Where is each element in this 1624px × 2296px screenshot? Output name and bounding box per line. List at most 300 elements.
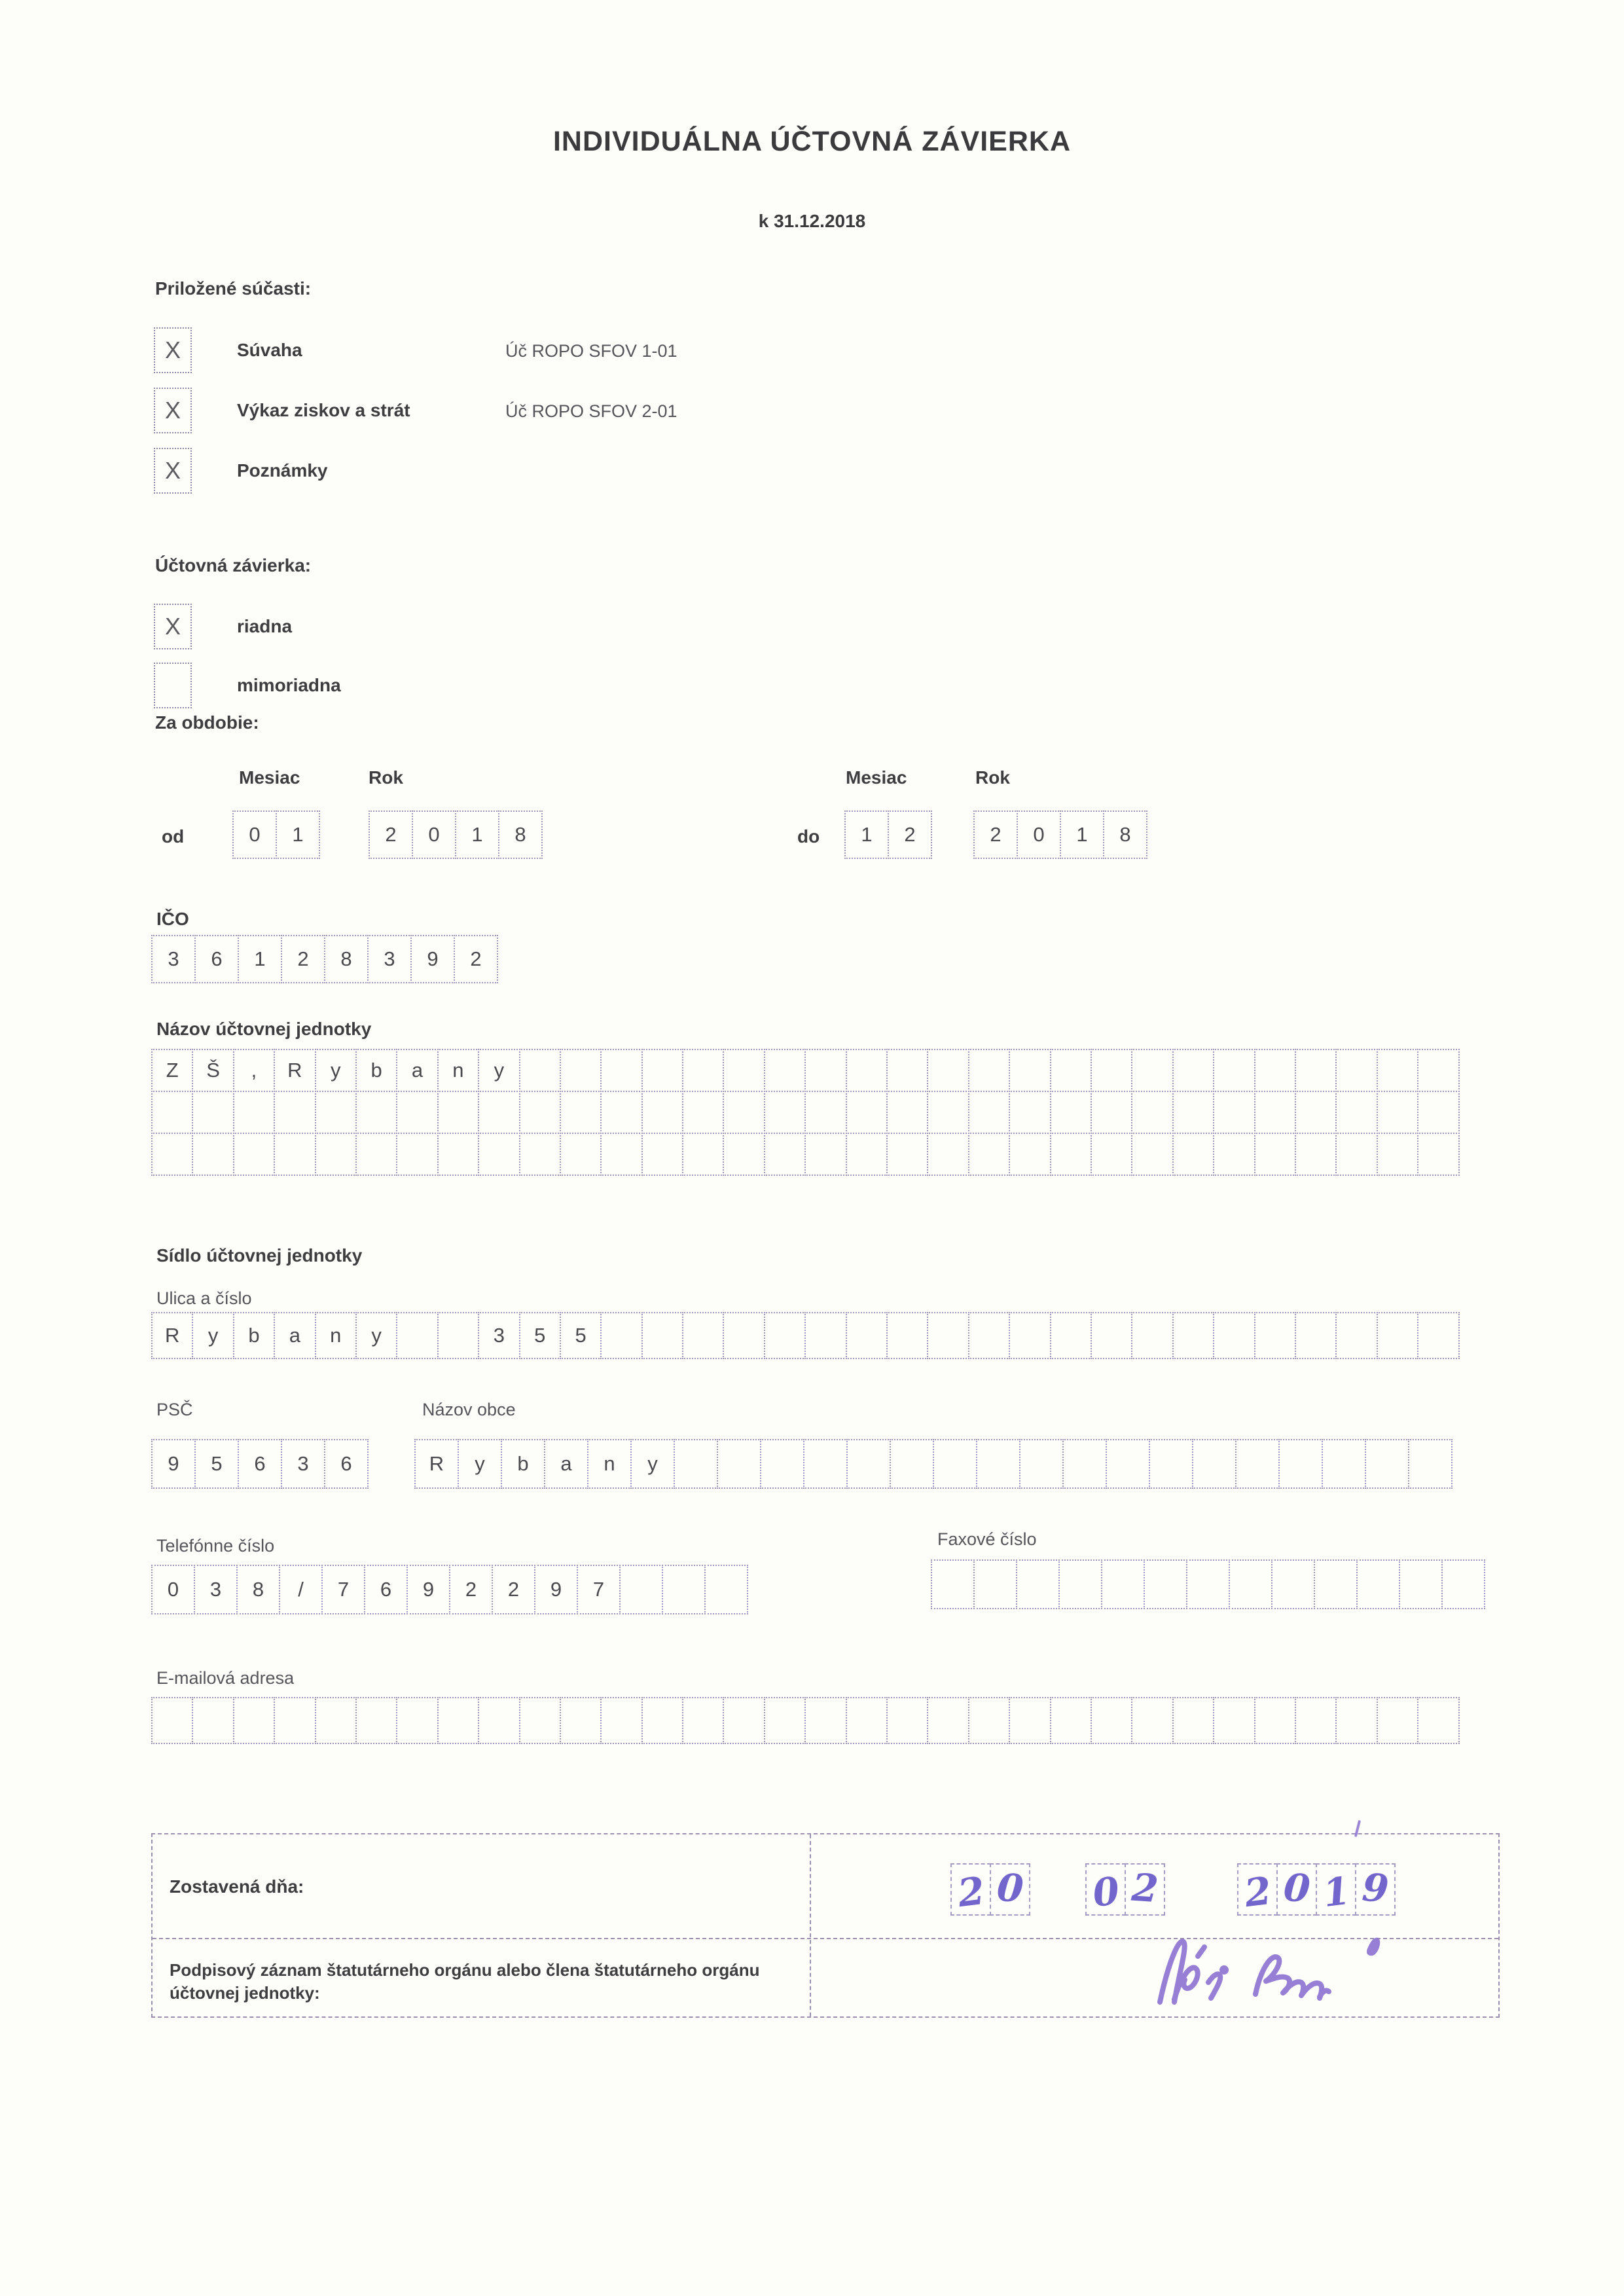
- grid-cell: [414, 1439, 459, 1489]
- grid-cell: [274, 1133, 316, 1176]
- grid-cell: [1377, 1697, 1418, 1744]
- grid-cell-char: 9: [168, 1452, 179, 1475]
- grid-cell-char: Z: [166, 1059, 179, 1082]
- grid-cell: [890, 1439, 934, 1489]
- grid-cell: [1316, 1863, 1356, 1916]
- grid-cell: [1172, 1697, 1214, 1744]
- grid-cell: [151, 1439, 196, 1489]
- grid-cell: [151, 935, 196, 983]
- grid-cell-char: 1: [861, 823, 873, 846]
- grid-cell-char: 3: [209, 1578, 222, 1601]
- grid-cell-char: 6: [211, 947, 223, 970]
- grid-cell: [630, 1439, 675, 1489]
- grid-cell: [364, 1565, 408, 1614]
- grid-cell: [396, 1312, 438, 1359]
- entity-name-grid: [151, 1049, 1460, 1176]
- grid-cell-char: a: [411, 1059, 424, 1082]
- grid-cell: [281, 935, 325, 983]
- grid-cell-char: 1: [471, 823, 483, 846]
- form-title: INDIVIDUÁLNA ÚČTOVNÁ ZÁVIERKA: [552, 126, 1072, 157]
- grid-cell: [151, 1091, 193, 1134]
- period-to-year-grid: [973, 811, 1147, 859]
- town-grid: [414, 1439, 1453, 1489]
- grid-cell-char: R: [165, 1324, 180, 1347]
- grid-cell: [1213, 1133, 1255, 1176]
- grid-cell: [233, 1049, 275, 1092]
- checkbox-suvaha: [154, 327, 192, 373]
- grid-cell-char: R: [287, 1059, 302, 1082]
- grid-cell: [194, 1565, 238, 1614]
- grid-cell: [1125, 1863, 1165, 1916]
- grid-cell-char: Š: [206, 1059, 220, 1082]
- grid-cell: [1417, 1091, 1459, 1134]
- grid-cell: [437, 1049, 479, 1092]
- grid-cell: [846, 1133, 888, 1176]
- grid-cell: [458, 1439, 502, 1489]
- grid-cell: [192, 1091, 234, 1134]
- grid-cell-char: 0: [1090, 1868, 1122, 1916]
- grid-cell: [492, 1565, 535, 1614]
- grid-cell: [315, 1049, 357, 1092]
- grid-cell: [1235, 1439, 1280, 1489]
- grid-cell: [886, 1312, 928, 1359]
- grid-cell: [804, 1312, 846, 1359]
- grid-cell: [315, 1091, 357, 1134]
- grid-cell: [1322, 1439, 1366, 1489]
- checkbox-mark: X: [164, 397, 181, 424]
- period-to-month-grid: [844, 811, 932, 859]
- grid-cell: [1091, 1049, 1132, 1092]
- grid-cell-char: y: [647, 1452, 658, 1475]
- grid-cell: [1417, 1312, 1459, 1359]
- grid-cell: [641, 1091, 683, 1134]
- grid-cell: [760, 1439, 804, 1489]
- grid-cell: [369, 811, 413, 859]
- grid-cell: [968, 1049, 1010, 1092]
- grid-cell: [274, 1049, 316, 1092]
- grid-cell-char: ,: [251, 1059, 257, 1082]
- grid-cell: [560, 1049, 602, 1092]
- grid-cell: [1377, 1091, 1418, 1134]
- grid-cell: [1050, 1697, 1092, 1744]
- form-subtitle: k 31.12.2018: [758, 211, 866, 231]
- grid-cell: [1271, 1559, 1315, 1609]
- grid-cell: [192, 1697, 234, 1744]
- grid-cell: [641, 1697, 683, 1744]
- grid-cell: [236, 1565, 280, 1614]
- grid-cell: [192, 1049, 234, 1092]
- phone-grid: [151, 1565, 748, 1614]
- grid-cell-char: 5: [575, 1324, 586, 1347]
- grid-cell: [764, 1049, 806, 1092]
- grid-cell: [846, 1312, 888, 1359]
- grid-cell: [1295, 1697, 1337, 1744]
- grid-cell: [1172, 1049, 1214, 1092]
- grid-cell-char: 8: [1119, 823, 1131, 846]
- grid-cell: [662, 1565, 706, 1614]
- grid-cell: [976, 1439, 1020, 1489]
- attached-code-vykaz: Úč ROPO SFOV 2-01: [505, 401, 677, 421]
- grid-cell: [1213, 1697, 1255, 1744]
- grid-cell: [973, 1559, 1017, 1609]
- grid-cell: [764, 1133, 806, 1176]
- grid-cell: [1408, 1439, 1453, 1489]
- grid-cell: [1019, 1439, 1064, 1489]
- grid-cell: [315, 1133, 357, 1176]
- prepared-date-label: Zostavená dňa:: [170, 1876, 304, 1897]
- grid-cell: [454, 935, 498, 983]
- grid-cell: [396, 1091, 438, 1134]
- grid-cell-char: 7: [337, 1578, 350, 1601]
- grid-cell: [764, 1091, 806, 1134]
- grid-cell-char: 2: [385, 823, 397, 846]
- grid-cell-char: 2: [465, 1578, 477, 1601]
- grid-cell-char: 9: [1360, 1865, 1390, 1912]
- grid-cell: [1295, 1133, 1337, 1176]
- grid-cell: [990, 1863, 1030, 1916]
- grid-cell: [498, 811, 543, 859]
- grid-cell: [1213, 1312, 1255, 1359]
- grid-cell-char: y: [208, 1324, 219, 1347]
- grid-cell: [804, 1049, 846, 1092]
- grid-cell: [682, 1091, 724, 1134]
- grid-cell: [1278, 1439, 1323, 1489]
- attached-label-suvaha: Súvaha: [237, 340, 302, 360]
- grid-cell: [1276, 1863, 1317, 1916]
- closure-label-riadna: riadna: [237, 616, 293, 636]
- grid-cell: [233, 1312, 275, 1359]
- period-from-year-grid: [369, 811, 543, 859]
- grid-cell: [723, 1697, 765, 1744]
- grid-cell-char: 3: [384, 947, 395, 970]
- grid-cell: [1172, 1091, 1214, 1134]
- grid-cell: [804, 1697, 846, 1744]
- grid-cell-char: 2: [904, 823, 916, 846]
- grid-cell-char: n: [330, 1324, 342, 1347]
- grid-cell-char: a: [289, 1324, 300, 1347]
- grid-cell: [1149, 1439, 1193, 1489]
- grid-cell: [412, 811, 456, 859]
- grid-cell: [927, 1133, 969, 1176]
- grid-cell: [324, 935, 369, 983]
- grid-cell: [1103, 811, 1147, 859]
- grid-cell: [1355, 1863, 1396, 1916]
- grid-cell: [717, 1439, 761, 1489]
- attached-label-poznamky: Poznámky: [237, 460, 328, 481]
- grid-cell: [519, 1133, 561, 1176]
- seat-heading: Sídlo účtovnej jednotky: [156, 1245, 363, 1266]
- fax-label: Faxové číslo: [937, 1529, 1037, 1549]
- grid-cell-char: 2: [470, 947, 482, 970]
- grid-cell: [519, 1697, 561, 1744]
- grid-cell: [192, 1312, 234, 1359]
- grid-cell-char: 0: [167, 1578, 179, 1601]
- grid-cell: [560, 1312, 602, 1359]
- grid-cell: [560, 1697, 602, 1744]
- fax-grid: [931, 1559, 1485, 1609]
- grid-cell: [534, 1565, 578, 1614]
- grid-cell: [886, 1697, 928, 1744]
- grid-cell: [1050, 1133, 1092, 1176]
- grid-cell-char: 0: [428, 823, 440, 846]
- grid-cell: [927, 1091, 969, 1134]
- checkbox-poznamky: [154, 448, 192, 494]
- grid-cell: [355, 1133, 397, 1176]
- attached-heading: Priložené súčasti:: [155, 278, 312, 299]
- grid-cell: [723, 1091, 765, 1134]
- grid-cell-char: 2: [507, 1578, 520, 1601]
- grid-cell-char: 3: [493, 1324, 505, 1347]
- grid-cell: [192, 1133, 234, 1176]
- grid-cell: [1229, 1559, 1272, 1609]
- grid-cell: [151, 1133, 193, 1176]
- grid-cell: [1295, 1312, 1337, 1359]
- grid-cell-char: n: [604, 1452, 615, 1475]
- grid-cell: [1295, 1091, 1337, 1134]
- grid-cell: [279, 1565, 323, 1614]
- grid-cell-char: 3: [168, 947, 179, 970]
- prepared-day-grid: [950, 1863, 1030, 1916]
- grid-cell: [410, 935, 455, 983]
- grid-cell: [355, 1091, 397, 1134]
- grid-cell: [151, 1049, 193, 1092]
- grid-cell: [968, 1697, 1010, 1744]
- grid-cell-char: 5: [211, 1452, 223, 1475]
- prepared-month-grid: [1085, 1863, 1165, 1916]
- grid-cell-char: 2: [955, 1868, 987, 1916]
- grid-cell-char: /: [298, 1578, 304, 1601]
- grid-cell-char: 0: [249, 823, 261, 846]
- grid-cell: [437, 1697, 479, 1744]
- grid-cell: [1050, 1049, 1092, 1092]
- grid-cell: [682, 1049, 724, 1092]
- checkbox-mark: X: [164, 457, 181, 484]
- attached-code-suvaha: Úč ROPO SFOV 1-01: [505, 341, 677, 361]
- grid-cell-char: 8: [340, 947, 352, 970]
- grid-cell: [764, 1312, 806, 1359]
- grid-cell-char: n: [452, 1059, 464, 1082]
- grid-cell-char: 6: [254, 1452, 266, 1475]
- grid-cell: [1213, 1049, 1255, 1092]
- entity-name-row-2: [151, 1091, 1460, 1134]
- grid-cell: [619, 1565, 663, 1614]
- town-label: Názov obce: [422, 1400, 516, 1419]
- grid-cell: [560, 1133, 602, 1176]
- grid-cell: [641, 1049, 683, 1092]
- grid-cell-char: 2: [1130, 1865, 1160, 1912]
- grid-cell-char: 2: [1242, 1868, 1274, 1916]
- grid-cell-char: 3: [297, 1452, 309, 1475]
- grid-cell: [1295, 1049, 1337, 1092]
- grid-cell: [1365, 1439, 1409, 1489]
- grid-cell: [355, 1049, 397, 1092]
- grid-cell: [1017, 811, 1061, 859]
- grid-cell: [1009, 1091, 1051, 1134]
- grid-cell: [704, 1565, 748, 1614]
- grid-cell: [478, 1049, 520, 1092]
- grid-cell: [600, 1697, 642, 1744]
- grid-cell: [1356, 1559, 1400, 1609]
- period-from-label: od: [162, 826, 185, 847]
- grid-cell-char: R: [429, 1452, 444, 1475]
- grid-cell: [600, 1133, 642, 1176]
- attached-label-vykaz: Výkaz ziskov a strát: [237, 400, 410, 420]
- ico-label: IČO: [156, 909, 189, 929]
- grid-cell: [274, 1697, 316, 1744]
- grid-cell: [950, 1863, 991, 1916]
- grid-cell: [682, 1133, 724, 1176]
- period-from-month-grid: [232, 811, 320, 859]
- grid-cell: [577, 1565, 621, 1614]
- entity-name-label: Názov účtovnej jednotky: [156, 1019, 372, 1039]
- grid-cell: [276, 811, 320, 859]
- psc-grid: [151, 1439, 369, 1489]
- grid-cell: [886, 1133, 928, 1176]
- grid-cell-char: 2: [297, 947, 309, 970]
- grid-cell: [1131, 1049, 1173, 1092]
- grid-cell-char: 0: [995, 1865, 1025, 1912]
- period-to-label: do: [797, 826, 820, 847]
- grid-cell: [194, 935, 239, 983]
- grid-cell: [1254, 1091, 1296, 1134]
- grid-cell: [1314, 1559, 1358, 1609]
- grid-cell: [1335, 1697, 1377, 1744]
- grid-cell: [641, 1133, 683, 1176]
- grid-cell: [1417, 1049, 1459, 1092]
- grid-cell: [1254, 1133, 1296, 1176]
- grid-cell-char: 7: [592, 1578, 605, 1601]
- grid-cell: [723, 1049, 765, 1092]
- psc-label: PSČ: [156, 1400, 193, 1419]
- grid-cell: [1335, 1049, 1377, 1092]
- grid-cell: [1399, 1559, 1443, 1609]
- grid-cell: [1091, 1312, 1132, 1359]
- grid-cell: [1091, 1091, 1132, 1134]
- grid-cell: [723, 1312, 765, 1359]
- grid-cell: [1335, 1312, 1377, 1359]
- grid-cell: [682, 1312, 724, 1359]
- grid-cell: [367, 935, 412, 983]
- grid-cell: [1058, 1559, 1102, 1609]
- grid-cell: [1254, 1697, 1296, 1744]
- grid-cell: [1009, 1049, 1051, 1092]
- grid-cell: [931, 1559, 975, 1609]
- handwritten-signature: [1146, 1931, 1394, 2013]
- grid-cell: [396, 1049, 438, 1092]
- grid-cell: [233, 1133, 275, 1176]
- grid-cell-char: b: [517, 1452, 529, 1475]
- checkbox-mark: X: [164, 337, 181, 363]
- grid-cell: [1186, 1559, 1230, 1609]
- grid-cell: [274, 1091, 316, 1134]
- grid-cell: [1144, 1559, 1187, 1609]
- closure-label-mimoriadna: mimoriadna: [237, 675, 341, 695]
- grid-cell: [1050, 1312, 1092, 1359]
- grid-cell: [233, 1091, 275, 1134]
- grid-cell-char: b: [248, 1324, 260, 1347]
- grid-cell: [886, 1091, 928, 1134]
- entity-name-row-3: [151, 1133, 1460, 1176]
- grid-cell: [355, 1697, 397, 1744]
- grid-cell: [927, 1049, 969, 1092]
- grid-cell: [1192, 1439, 1236, 1489]
- grid-cell: [682, 1697, 724, 1744]
- grid-cell: [519, 1049, 561, 1092]
- grid-cell: [1131, 1697, 1173, 1744]
- grid-cell: [1131, 1133, 1173, 1176]
- email-grid: [151, 1697, 1460, 1744]
- grid-cell: [1106, 1439, 1150, 1489]
- period-to-month-label: Mesiac: [846, 767, 907, 788]
- grid-cell: [437, 1312, 479, 1359]
- grid-cell: [927, 1312, 969, 1359]
- grid-cell-char: y: [494, 1059, 505, 1082]
- grid-cell: [1131, 1312, 1173, 1359]
- grid-cell: [1172, 1133, 1214, 1176]
- grid-cell: [1091, 1133, 1132, 1176]
- grid-cell: [1060, 811, 1104, 859]
- grid-cell: [281, 1439, 325, 1489]
- grid-cell: [1009, 1697, 1051, 1744]
- grid-cell: [321, 1565, 365, 1614]
- grid-cell: [478, 1697, 520, 1744]
- grid-cell: [1009, 1133, 1051, 1176]
- grid-cell: [803, 1439, 848, 1489]
- grid-cell-char: 8: [252, 1578, 264, 1601]
- grid-cell: [151, 1312, 193, 1359]
- grid-cell-char: 0: [1033, 823, 1045, 846]
- grid-cell: [315, 1697, 357, 1744]
- closure-heading: Účtovná závierka:: [155, 555, 312, 575]
- grid-cell: [406, 1565, 450, 1614]
- grid-cell: [478, 1133, 520, 1176]
- grid-cell: [804, 1133, 846, 1176]
- grid-cell-char: 1: [292, 823, 304, 846]
- grid-cell-char: 1: [1076, 823, 1088, 846]
- phone-label: Telefónne číslo: [156, 1536, 275, 1556]
- grid-cell-char: 8: [514, 823, 526, 846]
- grid-cell: [1085, 1863, 1126, 1916]
- grid-cell: [232, 811, 277, 859]
- grid-cell-char: 0: [1282, 1865, 1312, 1912]
- grid-cell: [846, 1697, 888, 1744]
- street-grid: [151, 1312, 1460, 1359]
- checkbox-mark: X: [164, 613, 181, 640]
- grid-cell: [723, 1133, 765, 1176]
- grid-cell-char: b: [370, 1059, 382, 1082]
- period-to-year-label: Rok: [975, 767, 1010, 788]
- grid-cell: [927, 1697, 969, 1744]
- grid-cell: [437, 1133, 479, 1176]
- grid-cell: [544, 1439, 588, 1489]
- checkbox-riadna: [154, 604, 192, 649]
- grid-cell: [315, 1312, 357, 1359]
- grid-cell: [501, 1439, 545, 1489]
- checkbox-vykaz: [154, 388, 192, 433]
- grid-cell: [1016, 1559, 1060, 1609]
- grid-cell: [587, 1439, 632, 1489]
- grid-cell: [1213, 1091, 1255, 1134]
- grid-cell: [1377, 1133, 1418, 1176]
- grid-cell: [449, 1565, 493, 1614]
- grid-cell: [844, 811, 889, 859]
- grid-cell-char: 1: [1320, 1868, 1352, 1916]
- grid-cell: [455, 811, 499, 859]
- grid-cell: [238, 1439, 282, 1489]
- grid-cell: [674, 1439, 718, 1489]
- grid-cell: [846, 1049, 888, 1092]
- grid-cell: [274, 1312, 316, 1359]
